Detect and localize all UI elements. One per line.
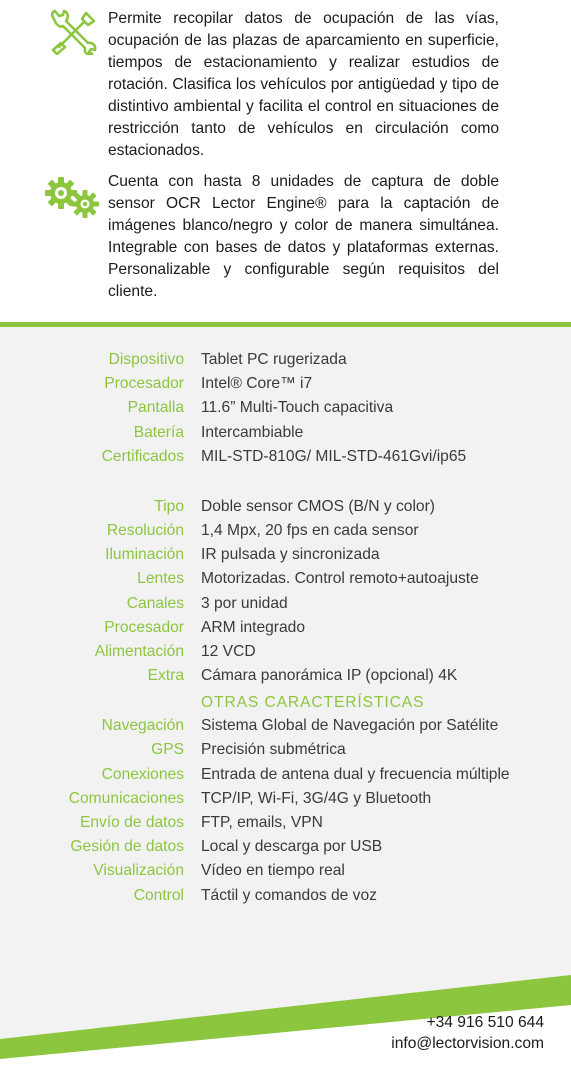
spec-label: Control [133, 887, 184, 904]
spec-row [0, 543, 571, 567]
spec-label: Dispositivo [108, 351, 184, 368]
spec-value: 1,4 Mpx, 20 fps en cada sensor [201, 522, 419, 539]
spec-row [0, 495, 571, 519]
spec-value: Táctil y comandos de voz [201, 887, 377, 904]
spec-row [0, 738, 571, 762]
spec-row [0, 859, 571, 883]
features-section [0, 0, 571, 324]
spec-label: Alimentación [94, 643, 184, 660]
spec-label: Navegación [101, 717, 184, 734]
spec-row [0, 664, 571, 688]
spec-value: 3 por unidad [201, 595, 288, 612]
feature-description-2: Cuenta con hasta 8 unidades de captura de doble sensor OCR Lector Engine® para la captación de imágenes blanco/negro y color de manera simultánea. Integrable con bases de datos y plataformas externas. Personalizable y configurable según requisitos del cliente. [108, 173, 499, 300]
spec-label: Procesador [104, 619, 184, 636]
spec-label: Extra [147, 667, 184, 684]
spec-value: 12 VCD [201, 643, 256, 660]
spec-value: ARM integrado [201, 619, 306, 636]
spec-row [0, 567, 571, 591]
spec-value: Sistema Global de Navegación por Satélite [201, 717, 499, 734]
spec-row [0, 714, 571, 738]
spec-label: Envío de datos [79, 814, 184, 831]
spec-label: Resolución [106, 522, 184, 539]
contact-email[interactable]: info@lectorvision.com [391, 1035, 544, 1052]
spec-row [0, 835, 571, 859]
spec-label: Batería [133, 424, 184, 441]
other-features-title: OTRAS CARACTERÍSTICAS [201, 694, 425, 711]
spec-value: Vídeo en tiempo real [201, 862, 345, 879]
spec-row [0, 787, 571, 811]
spec-row [0, 519, 571, 543]
spec-value: Motorizadas. Control remoto+autoajuste [201, 570, 479, 587]
spec-value: Doble sensor CMOS (B/N y color) [201, 498, 435, 515]
spec-value: Cámara panorámica IP (opcional) 4K [201, 667, 458, 684]
spec-value: MIL-STD-810G/ MIL-STD-461Gvi/ip65 [201, 448, 467, 465]
gears-icon [44, 177, 104, 219]
spec-label: Procesador [104, 375, 184, 392]
spec-label: Gesión de datos [70, 838, 184, 855]
spec-value: Tablet PC rugerizada [201, 351, 347, 368]
spec-label: Visualización [93, 862, 184, 879]
spec-label: Pantalla [127, 399, 184, 416]
spec-value: TCP/IP, Wi-Fi, 3G/4G y Bluetooth [201, 790, 432, 807]
spec-value: Local y descarga por USB [201, 838, 383, 855]
spec-row [0, 421, 571, 445]
spec-row [0, 640, 571, 664]
tools-icon [48, 9, 98, 55]
spec-value: Intel® Core™ i7 [201, 375, 313, 392]
spec-row [0, 763, 571, 787]
spec-label: Certificados [101, 448, 184, 465]
spec-label: Iluminación [105, 546, 184, 563]
spec-row [0, 348, 571, 372]
spec-row [0, 616, 571, 640]
spec-row [0, 396, 571, 420]
spec-value: 11.6” Multi-Touch capacitiva [201, 399, 394, 416]
spec-row [0, 592, 571, 616]
feature-description-1: Permite recopilar datos de ocupación de las vías, ocupación de las plazas de aparcamiento en superficie, tiempos de estacionamiento y realizar estudios de rotación. Clasifica los vehículos por antigüedad y tipo de distintivo ambiental y facilita el control en situaciones de restricción tanto de vehículos en circulación como estacionados. [108, 10, 499, 159]
spec-row [0, 372, 571, 396]
spec-row [0, 445, 571, 469]
spec-value: Precisión submétrica [201, 741, 346, 758]
spec-label: Conexiones [101, 766, 184, 783]
spec-value: Intercambiable [201, 424, 304, 441]
contact-phone[interactable]: +34 916 510 644 [426, 1014, 544, 1031]
spec-value: Entrada de antena dual y frecuencia múltiple [201, 766, 510, 783]
specifications-panel [0, 327, 571, 1080]
spec-value: IR pulsada y sincronizada [201, 546, 380, 563]
spec-row [0, 811, 571, 835]
spec-label: Lentes [137, 570, 184, 587]
spec-label: Tipo [154, 498, 184, 515]
spec-value: FTP, emails, VPN [201, 814, 323, 831]
spec-row [0, 884, 571, 908]
spec-label: Comunicaciones [68, 790, 184, 807]
spec-label: Canales [126, 595, 184, 612]
spec-label: GPS [151, 741, 184, 758]
